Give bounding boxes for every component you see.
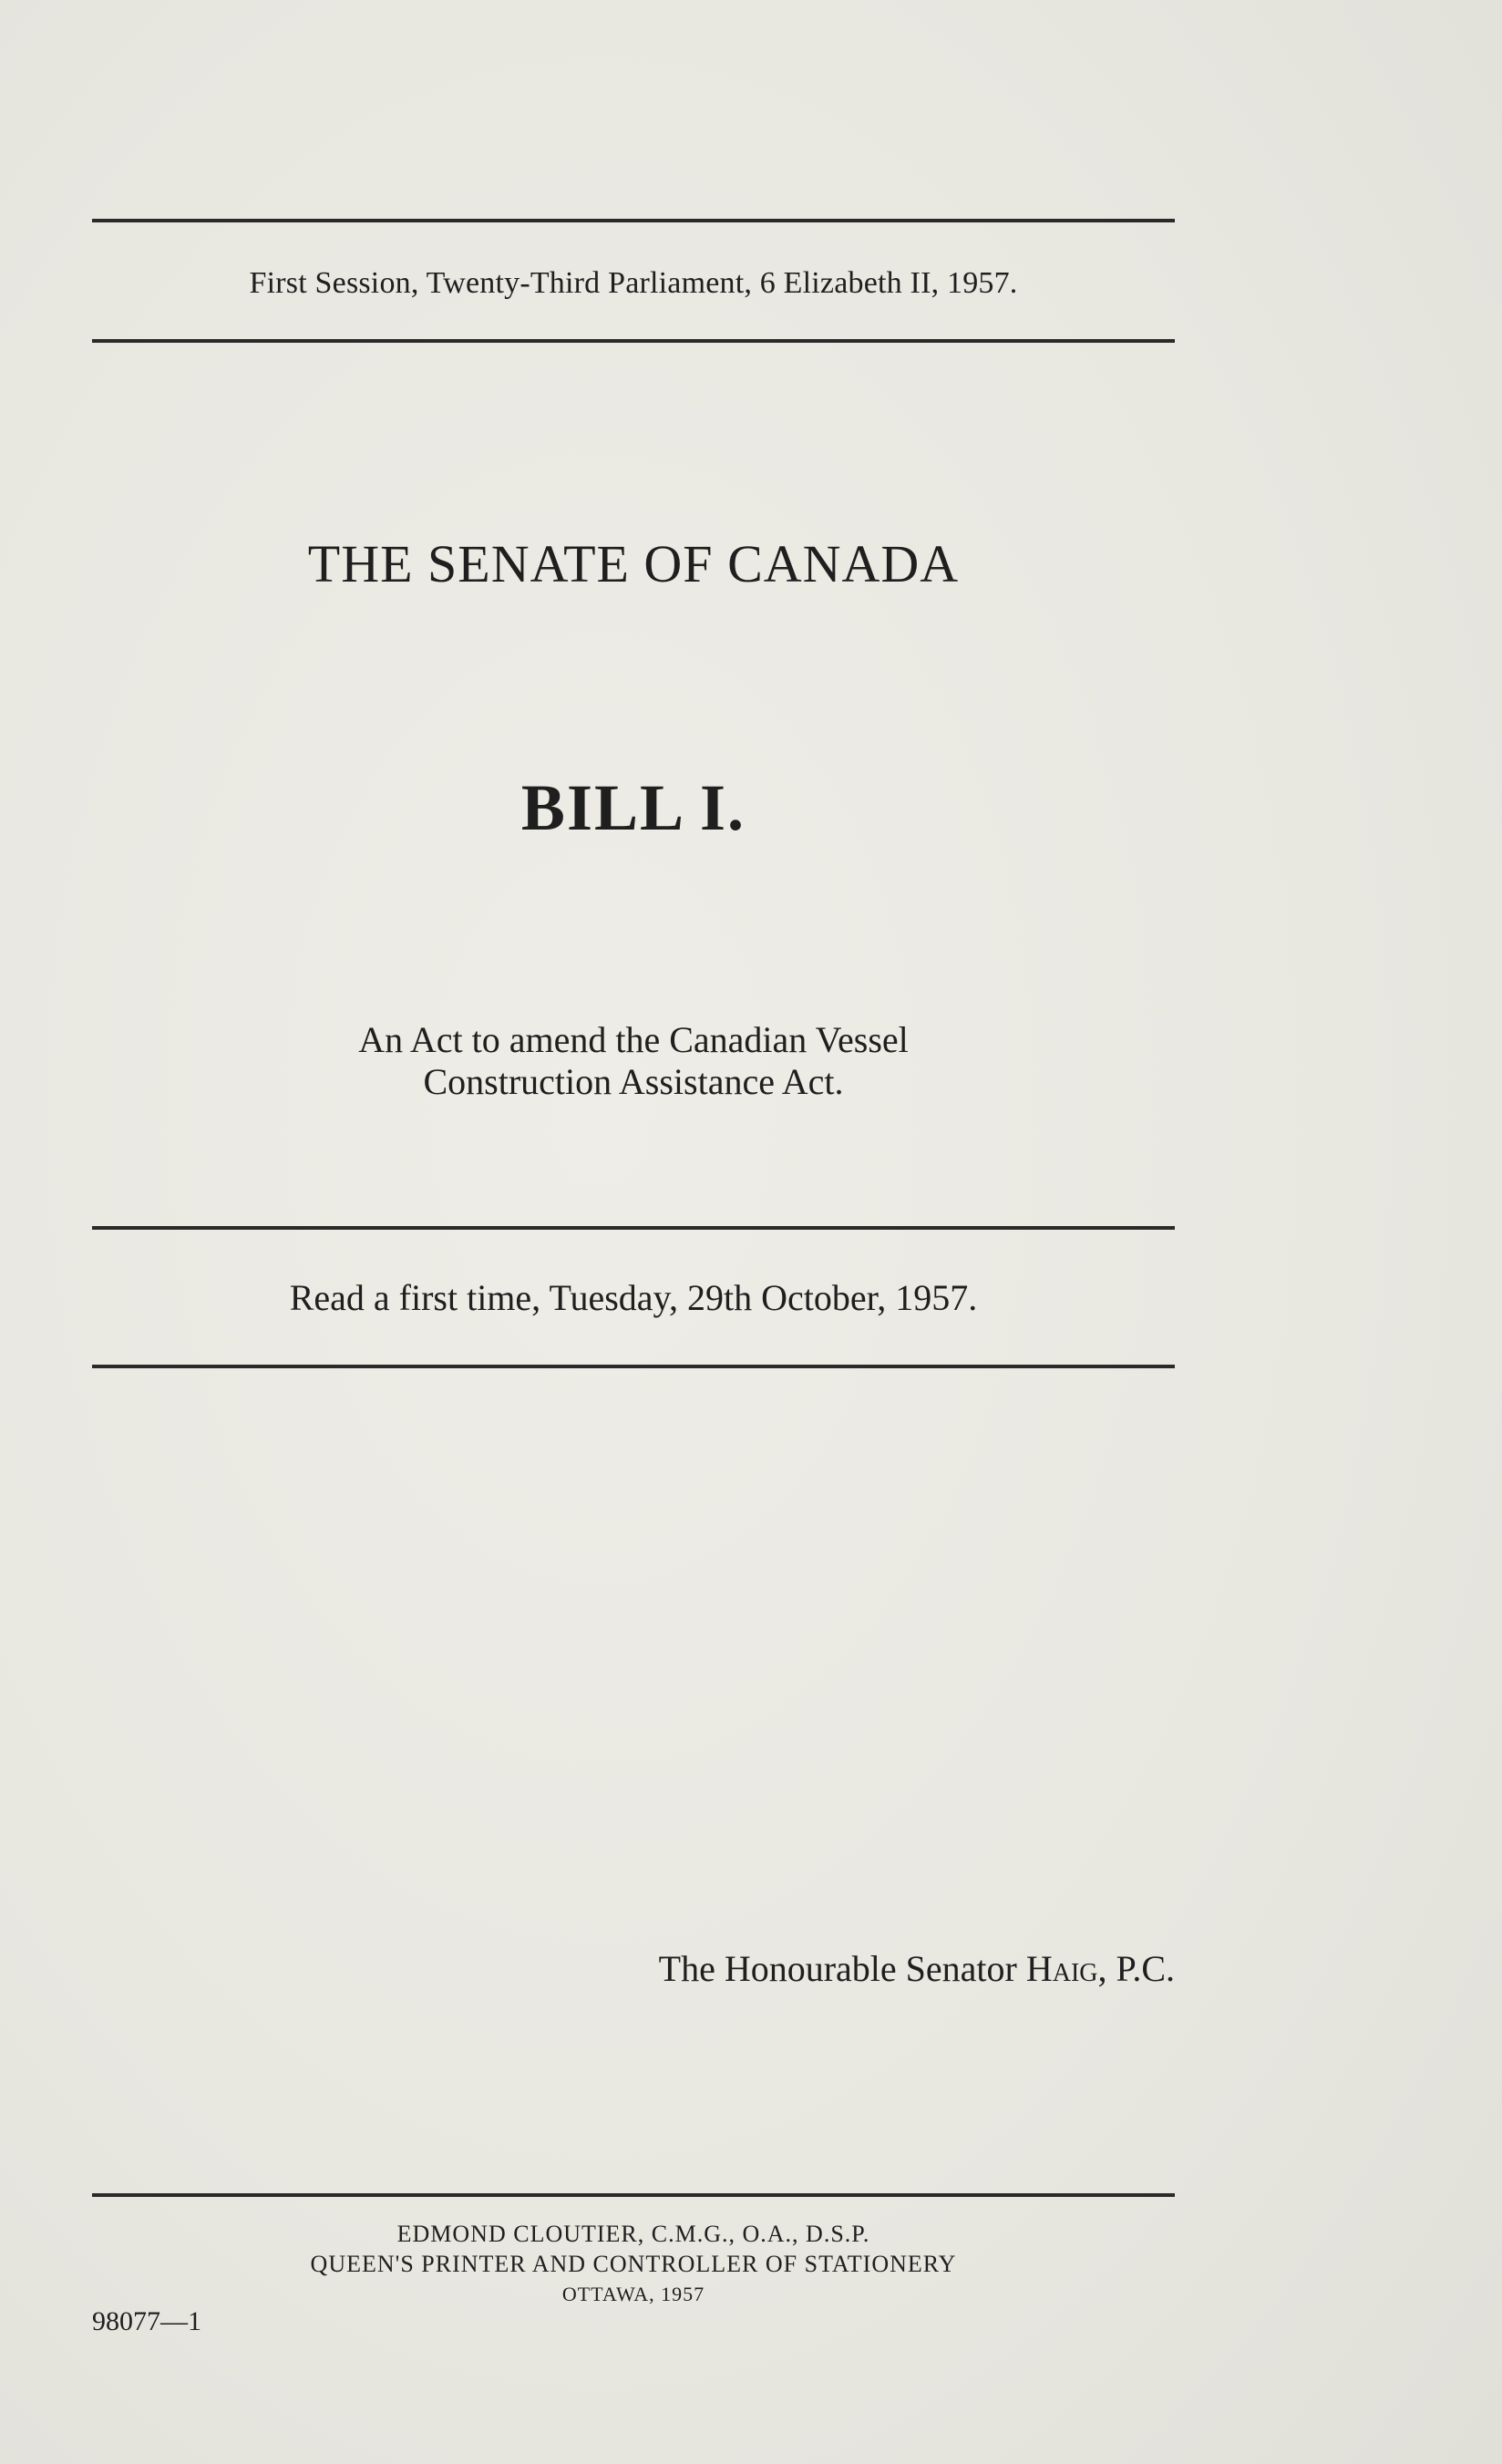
sponsor-prefix: The Honourable Senator [658,1948,1026,1989]
printer-title: QUEEN'S PRINTER AND CONTROLLER OF STATIONERY [310,2251,957,2277]
printer-name: EDMOND CLOUTIER, C.M.G., O.A., D.S.P. [396,2221,870,2247]
sponsor-name: Haig [1025,1948,1098,1989]
printer-rule [92,2193,1175,2197]
senate-title: THE SENATE OF CANADA [307,534,960,593]
bill-title: BILL I. [520,771,746,844]
printer-place: OTTAWA, 1957 [561,2283,705,2305]
sponsor-line [92,1947,1175,1990]
act-title-line-1: An Act to amend the Canadian Vessel [358,1019,909,1060]
reading-rule-lower [92,1365,1175,1368]
sponsor-suffix: , P.C. [1097,1948,1175,1989]
act-title-line-2: Construction Assistance Act. [423,1061,844,1102]
printer-block [92,2219,1175,2309]
top-rule-lower [92,339,1175,343]
first-reading-line: Read a first time, Tuesday, 29th October, 1957. [289,1277,978,1318]
reading-rule-upper [92,1226,1175,1230]
top-rule-upper [92,219,1175,222]
session-line: First Session, Twenty-Third Parliament, 6 Elizabeth II, 1957. [249,266,1018,300]
act-title [92,1019,1175,1103]
catalog-number: 98077—1 [92,2306,201,2336]
